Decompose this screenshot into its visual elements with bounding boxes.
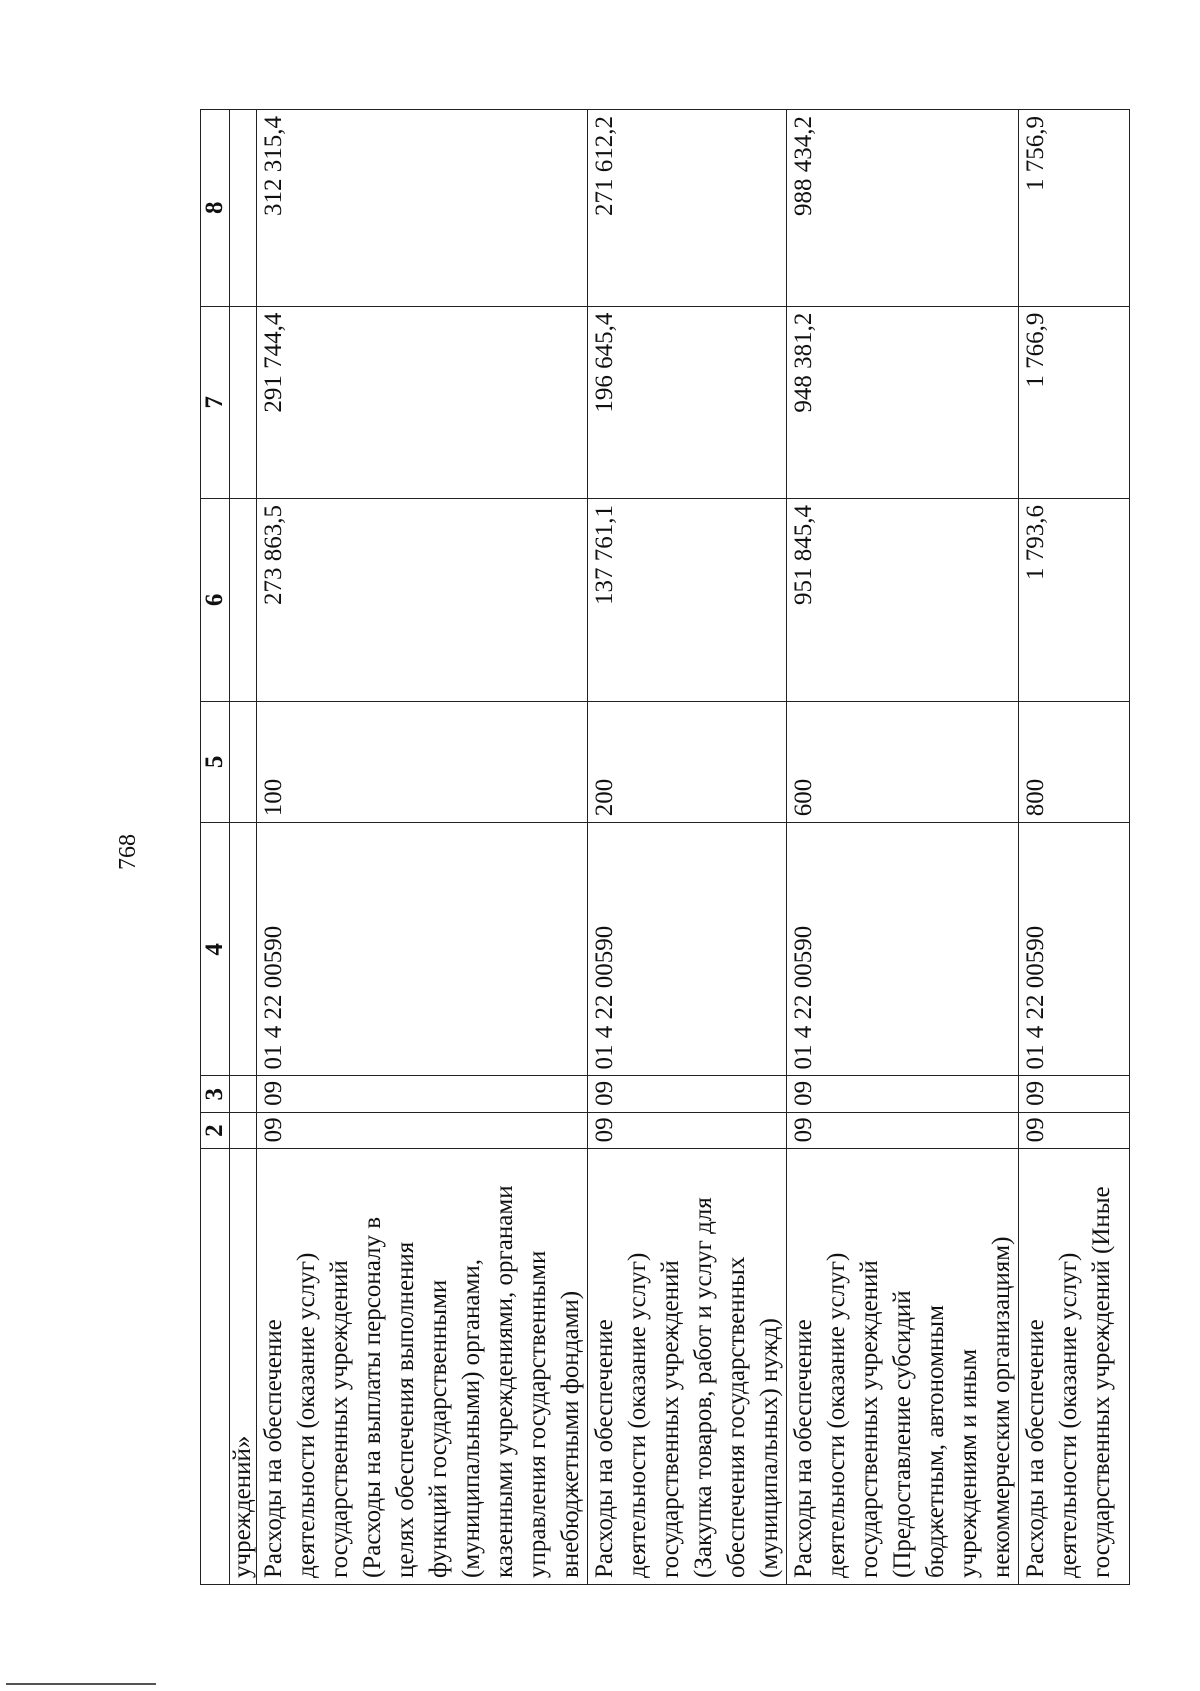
continuation-row <box>230 110 257 1585</box>
amount-col-8: 988 434,2 <box>787 110 1019 307</box>
continuation-text: учреждений» <box>230 1149 257 1585</box>
amount-col-8: 271 612,2 <box>588 110 787 307</box>
amount-col-6: 137 761,1 <box>588 499 787 702</box>
target-article-code: 01 4 22 00590 <box>787 823 1019 1076</box>
header-col-7: 7 <box>201 306 230 498</box>
amount-col-8: 312 315,4 <box>257 110 588 307</box>
header-col-2: 2 <box>201 1112 230 1148</box>
header-col-8: 8 <box>201 110 230 307</box>
expense-type-code: 200 <box>588 701 787 823</box>
table-row <box>257 110 588 1585</box>
empty-cell <box>230 1076 257 1112</box>
table-row <box>1019 110 1130 1585</box>
empty-cell <box>230 823 257 1076</box>
amount-col-7: 1 766,9 <box>1019 306 1130 498</box>
section-code: 09 <box>787 1112 1019 1148</box>
empty-cell <box>230 499 257 702</box>
budget-table <box>200 109 1130 1585</box>
expense-name: Расходы на обеспечение деятельности (оказание услуг) государственных учреждений (Расходы на выплаты персоналу в целях обеспечения выполнения функций государственными (муниципальными) органами, казенными учреждениями, органами управления государственными внебюджетными фондами) <box>257 1149 588 1585</box>
amount-col-8: 1 756,9 <box>1019 110 1130 307</box>
expense-type-code: 100 <box>257 701 588 823</box>
table-row <box>588 110 787 1585</box>
rotated-table-wrapper <box>200 109 1120 1585</box>
expense-type-code: 600 <box>787 701 1019 823</box>
empty-cell <box>230 701 257 823</box>
scan-edge-mark <box>6 1683 156 1685</box>
expense-name: Расходы на обеспечение деятельности (оказание услуг) государственных учреждений (Закупка товаров, работ и услуг для обеспечения государственных (муниципальных) нужд) <box>588 1149 787 1585</box>
table-row <box>787 110 1019 1585</box>
section-code: 09 <box>588 1112 787 1148</box>
page-number: 768 <box>114 834 141 870</box>
target-article-code: 01 4 22 00590 <box>1019 823 1130 1076</box>
header-col-5: 5 <box>201 701 230 823</box>
target-article-code: 01 4 22 00590 <box>588 823 787 1076</box>
empty-cell <box>230 1112 257 1148</box>
expense-name: Расходы на обеспечение деятельности (оказание услуг) государственных учреждений (Предоставление субсидий бюджетным, автономным учреждениям и иным некоммерческим организациям) <box>787 1149 1019 1585</box>
amount-col-7: 196 645,4 <box>588 306 787 498</box>
expense-name: Расходы на обеспечение деятельности (оказание услуг) государственных учреждений (Иные <box>1019 1149 1130 1585</box>
amount-col-6: 1 793,6 <box>1019 499 1130 702</box>
empty-cell <box>230 110 257 307</box>
subsection-code: 09 <box>787 1076 1019 1112</box>
header-name <box>201 1149 230 1585</box>
subsection-code: 09 <box>588 1076 787 1112</box>
header-col-4: 4 <box>201 823 230 1076</box>
amount-col-7: 948 381,2 <box>787 306 1019 498</box>
expense-type-code: 800 <box>1019 701 1130 823</box>
header-col-3: 3 <box>201 1076 230 1112</box>
header-row <box>201 110 230 1585</box>
subsection-code: 09 <box>257 1076 588 1112</box>
amount-col-7: 291 744,4 <box>257 306 588 498</box>
amount-col-6: 951 845,4 <box>787 499 1019 702</box>
header-col-6: 6 <box>201 499 230 702</box>
section-code: 09 <box>257 1112 588 1148</box>
section-code: 09 <box>1019 1112 1130 1148</box>
subsection-code: 09 <box>1019 1076 1130 1112</box>
target-article-code: 01 4 22 00590 <box>257 823 588 1076</box>
amount-col-6: 273 863,5 <box>257 499 588 702</box>
empty-cell <box>230 306 257 498</box>
